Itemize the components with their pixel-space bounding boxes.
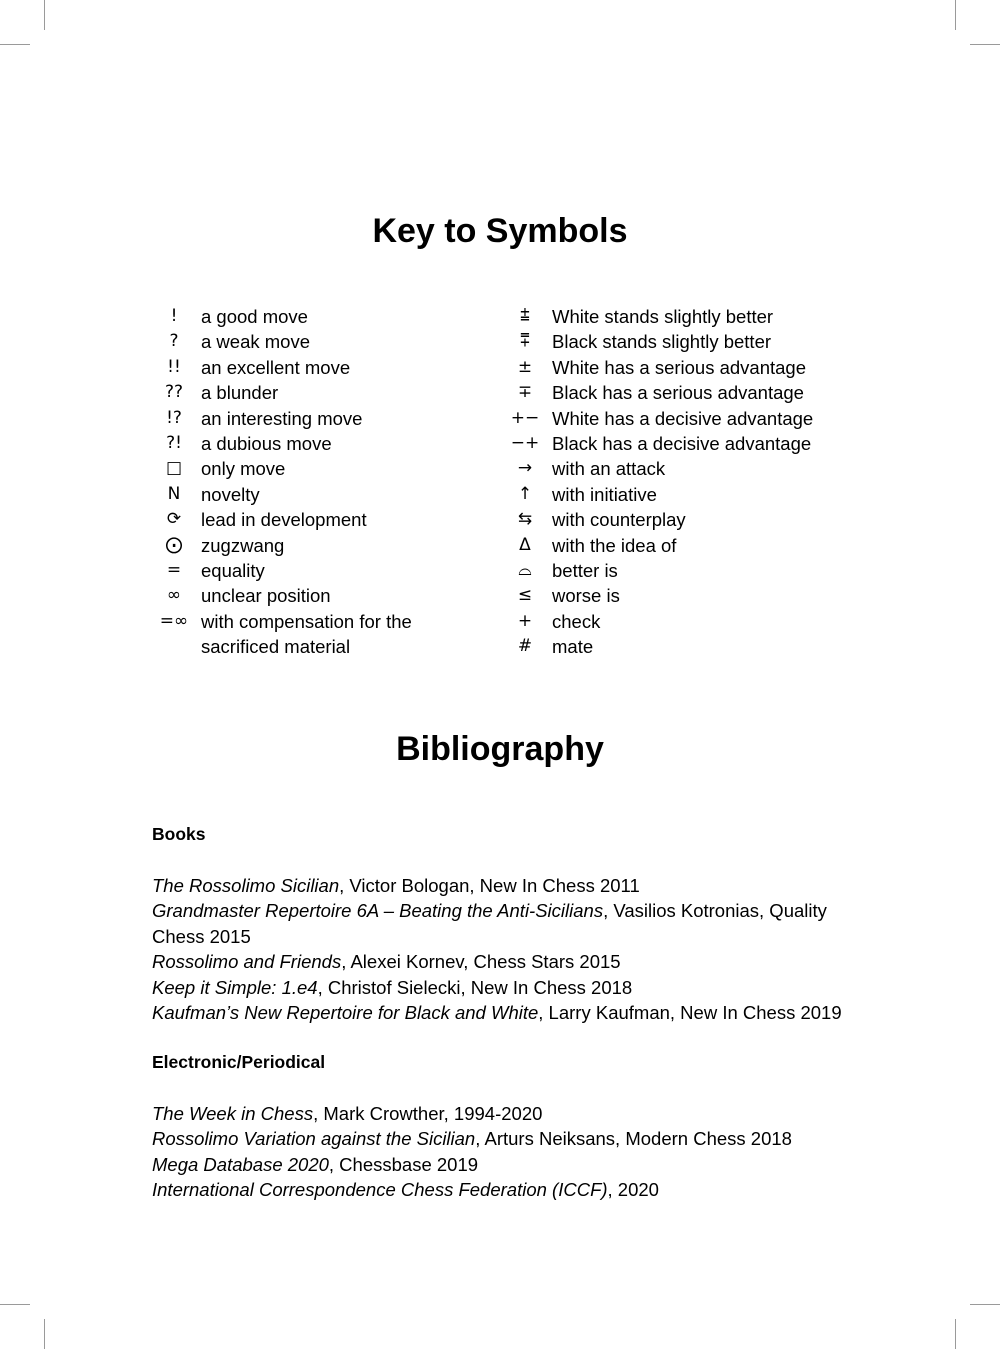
symbol-glyph: ±	[517, 356, 533, 377]
symbol-description: novelty	[201, 483, 260, 505]
bibliography-entry	[152, 1177, 872, 1202]
symbol-description: Black has a decisive advantage	[552, 432, 812, 454]
symbol-description: mate	[552, 636, 594, 658]
symbol-row	[147, 609, 477, 660]
symbol-description: only move	[201, 458, 286, 480]
symbol-row	[498, 304, 858, 329]
symbol-description: with the idea of	[552, 534, 677, 556]
symbol-row	[498, 533, 858, 558]
symbol-list-right	[498, 304, 858, 659]
symbol-glyph: !!	[167, 356, 181, 377]
symbol-glyph: ⩲	[520, 306, 530, 326]
symbol-description: unclear position	[201, 585, 331, 607]
bibliography-entry	[152, 1101, 872, 1126]
entry-details: , Chessbase 2019	[328, 1153, 479, 1175]
symbol-description: equality	[201, 559, 265, 581]
entry-title: Kaufman’s New Repertoire for Black and White	[152, 1002, 539, 1024]
symbol-row	[498, 507, 858, 532]
key-to-symbols-title: Key to Symbols	[372, 212, 628, 250]
entry-details: , Victor Bologan, New In Chess 2011	[339, 875, 640, 896]
symbol-description: better is	[552, 559, 618, 581]
crop-mark	[970, 44, 1000, 45]
electronic-heading: Electronic/Periodical	[152, 1052, 326, 1072]
entry-details: , Vasilios Kotronias, Quality Chess 2015	[152, 900, 827, 947]
symbol-row	[147, 380, 477, 405]
bibliography-entry	[152, 873, 872, 898]
entry-title: Mega Database 2020	[152, 1153, 329, 1175]
symbol-description: worse is	[552, 585, 620, 607]
symbol-row	[147, 482, 477, 507]
symbol-row	[498, 406, 858, 431]
symbol-description: White stands slightly better	[552, 306, 774, 327]
bibliography-entry	[152, 975, 872, 1000]
symbol-glyph: Δ	[519, 534, 531, 555]
symbol-glyph: ⌓	[518, 559, 532, 580]
symbol-glyph: ↑	[517, 483, 533, 504]
symbol-glyph: ∓	[517, 382, 533, 403]
crop-mark	[955, 0, 956, 30]
symbol-row	[498, 431, 858, 456]
symbol-glyph: ??	[164, 382, 184, 403]
symbol-row	[498, 329, 858, 354]
symbol-description: with an attack	[552, 458, 666, 480]
entry-title: The Week in Chess	[152, 1103, 314, 1124]
bibliography-title: Bibliography	[396, 730, 604, 768]
symbol-glyph: =∞	[159, 610, 189, 631]
symbol-row	[147, 304, 477, 329]
bibliography-entry	[152, 898, 872, 949]
symbol-description: with counterplay	[552, 509, 686, 531]
crop-mark	[0, 44, 30, 45]
symbol-glyph: ⨀	[165, 534, 183, 555]
symbol-row	[498, 558, 858, 583]
symbol-row	[498, 482, 858, 507]
symbol-row	[498, 609, 858, 634]
crop-mark	[955, 1319, 956, 1349]
symbol-row	[498, 583, 858, 608]
symbol-glyph: !?	[166, 407, 182, 428]
symbol-glyph: !	[170, 306, 178, 326]
symbol-row	[147, 533, 477, 558]
symbol-glyph: ≤	[517, 585, 533, 606]
symbol-row	[147, 583, 477, 608]
crop-mark	[970, 1304, 1000, 1305]
symbol-glyph: ⟳	[166, 509, 182, 530]
symbol-glyph: +−	[510, 407, 540, 428]
symbol-glyph: N	[167, 483, 181, 504]
electronic-section	[152, 1050, 872, 1201]
symbol-row	[498, 456, 858, 481]
symbol-description: a blunder	[201, 382, 279, 404]
bibliography-entry	[152, 1126, 872, 1151]
symbol-glyph: #	[517, 636, 533, 657]
symbol-glyph: ?!	[166, 432, 182, 453]
symbol-description: an excellent move	[201, 356, 351, 378]
symbol-description: Black stands slightly better	[552, 331, 772, 353]
electronic-list	[152, 1101, 872, 1203]
symbol-row	[147, 406, 477, 431]
crop-mark	[0, 1304, 30, 1305]
symbol-glyph: →	[517, 458, 533, 479]
symbol-row	[147, 431, 477, 456]
entry-title: Rossolimo Variation against the Sicilian	[152, 1128, 476, 1150]
symbol-description: lead in development	[201, 509, 367, 531]
entry-details: , Alexei Kornev, Chess Stars 2015	[341, 951, 621, 973]
entry-title: The Rossolimo Sicilian	[152, 875, 340, 896]
entry-details: , Mark Crowther, 1994-2020	[313, 1103, 543, 1124]
bibliography-entry	[152, 949, 872, 974]
symbol-glyph: ?	[169, 331, 179, 352]
symbol-row	[498, 380, 858, 405]
symbol-description: White has a serious advantage	[552, 356, 807, 378]
symbol-description: White has a decisive advantage	[552, 407, 814, 429]
entry-details: , Arturs Neiksans, Modern Chess 2018	[475, 1128, 792, 1150]
symbol-glyph: ⇆	[517, 509, 533, 530]
symbol-glyph: ⩱	[520, 331, 530, 352]
symbol-row	[498, 355, 858, 380]
crop-mark	[44, 0, 45, 30]
entry-title: International Correspondence Chess Federation (ICCF)	[152, 1179, 608, 1201]
symbol-row	[498, 634, 858, 659]
symbol-glyph: ∞	[166, 585, 182, 606]
entry-title: Rossolimo and Friends	[152, 951, 342, 973]
entry-details: , 2020	[607, 1179, 659, 1201]
crop-mark	[44, 1319, 45, 1349]
symbol-description: zugzwang	[201, 534, 285, 556]
bibliography-entry	[152, 1000, 872, 1025]
symbol-glyph: +	[517, 610, 533, 631]
symbol-row	[147, 355, 477, 380]
symbol-description: with initiative	[552, 483, 657, 505]
symbol-description: an interesting move	[201, 407, 363, 429]
symbol-row	[147, 456, 477, 481]
symbol-glyph: −+	[510, 432, 540, 453]
bibliography-entry	[152, 1152, 872, 1177]
symbol-list-left	[147, 304, 477, 659]
symbol-row	[147, 329, 477, 354]
entry-title: Keep it Simple: 1.e4	[152, 976, 318, 998]
symbol-glyph: □	[165, 458, 183, 479]
symbol-description: a good move	[201, 306, 308, 327]
symbol-description: a dubious move	[201, 432, 332, 454]
books-list	[152, 873, 872, 1025]
symbol-description: Black has a serious advantage	[552, 382, 804, 404]
entry-title: Grandmaster Repertoire 6A – Beating the Anti-Sicilians	[152, 900, 604, 922]
books-section	[152, 822, 872, 1024]
symbol-description: check	[552, 610, 601, 632]
symbol-glyph: =	[166, 559, 182, 580]
symbol-row	[147, 558, 477, 583]
entry-details: , Larry Kaufman, New In Chess 2019	[538, 1002, 842, 1024]
symbol-row	[147, 507, 477, 532]
symbol-description: a weak move	[201, 331, 310, 353]
entry-details: , Christof Sielecki, New In Chess 2018	[317, 976, 633, 998]
symbol-description: with compensation for the sacrificed material	[201, 610, 412, 658]
books-heading: Books	[152, 824, 206, 844]
